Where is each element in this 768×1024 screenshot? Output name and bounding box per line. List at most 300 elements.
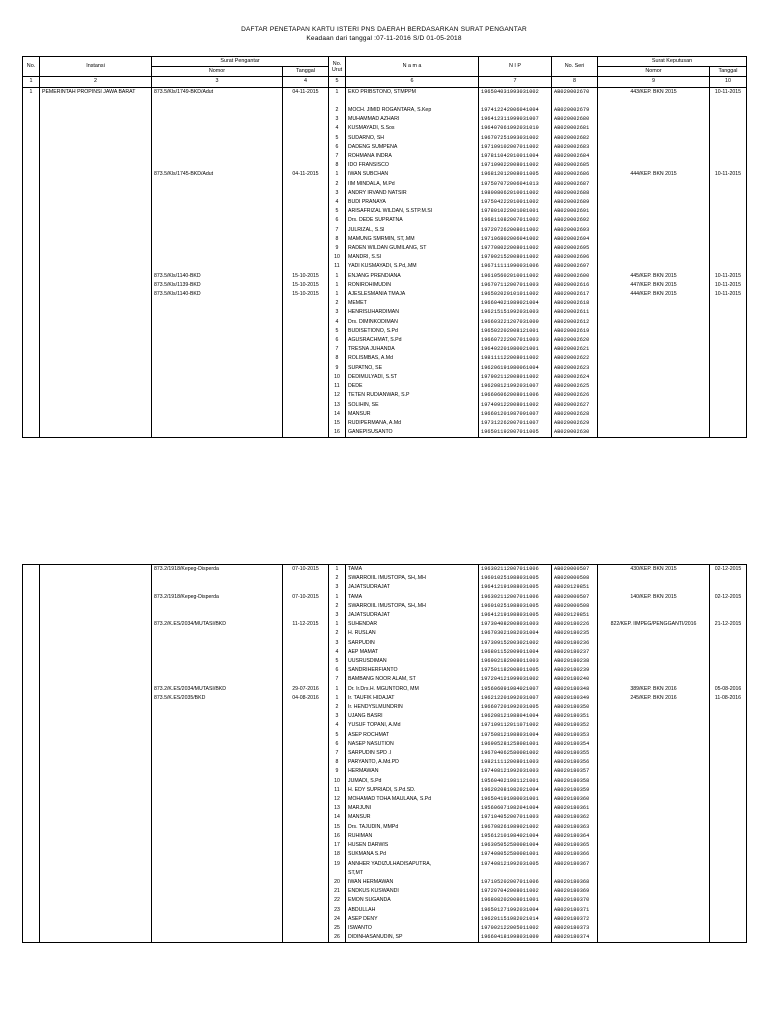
- cell-sk-nomor: [598, 767, 710, 776]
- cell-no: [23, 308, 40, 317]
- cell-nama: ENDKUS KUSWANDI: [346, 887, 479, 896]
- cell-sk-tanggal: 02-12-2015: [710, 565, 747, 575]
- table-row: [23, 382, 747, 391]
- cell-surat-tanggal: [283, 299, 329, 308]
- cell-no: [23, 694, 40, 703]
- cell-no-urut: 3: [329, 115, 346, 124]
- cell-no-seri: AB020180371: [552, 906, 598, 915]
- cell-sk-nomor: [598, 419, 710, 428]
- cell-sk-nomor: [598, 391, 710, 400]
- table-row: [23, 850, 747, 859]
- cell-surat-nomor: [152, 401, 283, 410]
- cell-surat-nomor: [152, 373, 283, 382]
- cell-nama: MOHAMAD TOHA MAULANA, S.Pd: [346, 795, 479, 804]
- cell-no-urut: [329, 869, 346, 878]
- cell-sk-tanggal: [710, 767, 747, 776]
- cell-sk-nomor: [598, 115, 710, 124]
- cell-instansi: [40, 675, 152, 684]
- cell-surat-nomor: [152, 786, 283, 795]
- table-row: [23, 290, 747, 299]
- cell-no-seri: AB020180367: [552, 860, 598, 869]
- cell-surat-tanggal: [283, 795, 329, 804]
- cell-sk-nomor: [598, 318, 710, 327]
- cell-nip: 196601201987091007: [479, 410, 552, 419]
- table-row: [23, 860, 747, 869]
- table-row: [23, 906, 747, 915]
- cell-nama: ASEP ROCHMAT: [346, 731, 479, 740]
- table-row: [23, 226, 747, 235]
- cell-no: [23, 924, 40, 933]
- cell-sk-nomor: [598, 336, 710, 345]
- cell-nip: 197104052007011003: [479, 813, 552, 822]
- cell-surat-tanggal: [283, 382, 329, 391]
- cell-sk-tanggal: [710, 226, 747, 235]
- continuation-table: [22, 564, 747, 943]
- cell-sk-tanggal: [710, 777, 747, 786]
- cell-no: [23, 318, 40, 327]
- cell-sk-tanggal: 10-11-2015: [710, 272, 747, 281]
- cell-nama: JAJATSUDRAJAT: [346, 583, 479, 592]
- cell-no-urut: 2: [329, 299, 346, 308]
- cell-surat-nomor: [152, 354, 283, 363]
- cell-no: [23, 823, 40, 832]
- cell-no-urut: 1: [329, 694, 346, 703]
- cell-sk-nomor: 430/KEP. BKN 2015: [598, 565, 710, 575]
- cell-sk-tanggal: [710, 216, 747, 225]
- cell-surat-nomor: [152, 299, 283, 308]
- cell-surat-tanggal: [283, 244, 329, 253]
- table-row: [23, 170, 747, 179]
- cell-no-seri: AB020002691: [552, 207, 598, 216]
- cell-surat-tanggal: [283, 878, 329, 887]
- cell-no: [23, 860, 40, 869]
- cell-sk-nomor: 444/KEP. BKN 2015: [598, 170, 710, 179]
- cell-no: [23, 216, 40, 225]
- cell-nip: 196302112007011006: [479, 593, 552, 602]
- cell-nama: ANDRY IRVAND NATSIR: [346, 189, 479, 198]
- cell-instansi: [40, 419, 152, 428]
- cell-no: [23, 226, 40, 235]
- cell-sk-nomor: [598, 804, 710, 813]
- table-row: [23, 253, 747, 262]
- cell-no-seri: AB020180351: [552, 712, 598, 721]
- cell-sk-tanggal: [710, 382, 747, 391]
- cell-nama: JUMADI, S.Pd: [346, 777, 479, 786]
- table-row: [23, 823, 747, 832]
- cell-surat-tanggal: 15-10-2015: [283, 290, 329, 299]
- cell-nama: HENRISUHARDIMAN: [346, 308, 479, 317]
- header-index: 4: [283, 77, 329, 87]
- cell-instansi: [40, 860, 152, 869]
- cell-surat-tanggal: [283, 207, 329, 216]
- cell-instansi: [40, 841, 152, 850]
- cell-sk-tanggal: [710, 373, 747, 382]
- cell-nip: 196808202008011001: [479, 896, 552, 905]
- cell-no-urut: 1: [329, 593, 346, 602]
- cell-sk-tanggal: [710, 731, 747, 740]
- cell-surat-nomor: [152, 841, 283, 850]
- cell-sk-nomor: [598, 795, 710, 804]
- cell-nip: 196711111990031006: [479, 262, 552, 271]
- cell-sk-nomor: [598, 299, 710, 308]
- cell-no-seri: AB020180372: [552, 915, 598, 924]
- cell-sk-nomor: [598, 124, 710, 133]
- cell-surat-tanggal: 04-08-2016: [283, 694, 329, 703]
- table-row: [23, 336, 747, 345]
- cell-no-urut: 25: [329, 924, 346, 933]
- cell-surat-tanggal: [283, 253, 329, 262]
- cell-sk-nomor: [598, 327, 710, 336]
- cell-sk-tanggal: [710, 860, 747, 869]
- cell-sk-nomor: [598, 106, 710, 115]
- header-nama: N a m a: [346, 57, 479, 77]
- cell-no-seri: AB020002692: [552, 216, 598, 225]
- cell-surat-nomor: 873.2/K.ES/2034/MUTASI/BKD: [152, 685, 283, 694]
- cell-sk-nomor: [598, 906, 710, 915]
- cell-surat-tanggal: [283, 777, 329, 786]
- cell-nama: Drs. TAJUDIN, MMPd: [346, 823, 479, 832]
- cell-surat-nomor: [152, 134, 283, 143]
- cell-no: [23, 703, 40, 712]
- table-row: [23, 327, 747, 336]
- cell-no-seri: AB020180353: [552, 731, 598, 740]
- cell-no-seri: AB020180356: [552, 758, 598, 767]
- cell-sk-tanggal: [710, 189, 747, 198]
- cell-surat-nomor: [152, 657, 283, 666]
- cell-no: [23, 244, 40, 253]
- table-row: [23, 639, 747, 648]
- cell-surat-nomor: [152, 115, 283, 124]
- table-row: [23, 924, 747, 933]
- cell-surat-nomor: 873.5/Kls/1745-BKD/Adut: [152, 170, 283, 179]
- cell-nama: DEDIMULYADI, S.ST: [346, 373, 479, 382]
- cell-no-urut: 5: [329, 134, 346, 143]
- cell-no: [23, 786, 40, 795]
- table-row: [23, 933, 747, 943]
- cell-no-seri: AB020180237: [552, 648, 598, 657]
- cell-no: [23, 620, 40, 629]
- cell-no-seri: AB020000508: [552, 574, 598, 583]
- cell-nama: H. EDY SUPRIADI, S.Pd.SD.: [346, 786, 479, 795]
- cell-surat-nomor: [152, 758, 283, 767]
- cell-surat-nomor: [152, 906, 283, 915]
- cell-surat-nomor: [152, 308, 283, 317]
- cell-sk-nomor: 444/KEP. BKN 2015: [598, 290, 710, 299]
- cell-nip: 195606071982041004: [479, 804, 552, 813]
- cell-nip: 196201151982021014: [479, 915, 552, 924]
- cell-instansi: [40, 639, 152, 648]
- cell-no-seri: AB020002627: [552, 401, 598, 410]
- cell-surat-nomor: [152, 850, 283, 859]
- cell-nama: TAMA: [346, 565, 479, 575]
- cell-surat-tanggal: [283, 666, 329, 675]
- cell-surat-tanggal: [283, 410, 329, 419]
- cell-sk-tanggal: [710, 666, 747, 675]
- table-row: [23, 758, 747, 767]
- cell-instansi: [40, 373, 152, 382]
- cell-nama: SWARROIIL IMUSTOPA, SH,.MH: [346, 574, 479, 583]
- cell-no-seri: AB020002629: [552, 419, 598, 428]
- cell-no-urut: 22: [329, 896, 346, 905]
- cell-no-seri: AB020180352: [552, 721, 598, 730]
- document-subtitle: Keadaan dari tanggal :07-11-2016 S/D 01-05-2018: [306, 35, 462, 42]
- cell-sk-nomor: [598, 161, 710, 170]
- cell-sk-tanggal: [710, 832, 747, 841]
- cell-no: [23, 611, 40, 620]
- cell-sk-tanggal: [710, 850, 747, 859]
- cell-instansi: [40, 410, 152, 419]
- cell-sk-nomor: [598, 657, 710, 666]
- cell-no-urut: 2: [329, 106, 346, 115]
- cell-surat-tanggal: 29-07-2016: [283, 685, 329, 694]
- cell-nip: 197309152003021002: [479, 639, 552, 648]
- cell-no: [23, 198, 40, 207]
- cell-surat-tanggal: [283, 401, 329, 410]
- cell-instansi: [40, 823, 152, 832]
- cell-instansi: [40, 235, 152, 244]
- cell-no-urut: 11: [329, 382, 346, 391]
- cell-no-urut: 15: [329, 419, 346, 428]
- cell-no-seri: AB020002686: [552, 170, 598, 179]
- main-table: [22, 56, 747, 438]
- cell-no: [23, 253, 40, 262]
- table-row: [23, 235, 747, 244]
- header-index: 1: [23, 77, 40, 87]
- cell-surat-tanggal: [283, 813, 329, 822]
- cell-nip: 196407061992031010: [479, 124, 552, 133]
- cell-no-seri: AB020002696: [552, 253, 598, 262]
- cell-no-seri: AB020000507: [552, 565, 598, 575]
- cell-nama: HERMAWAN: [346, 767, 479, 776]
- cell-no-seri: AB020002628: [552, 410, 598, 419]
- cell-no-urut: 5: [329, 731, 346, 740]
- cell-nama: DEDE: [346, 382, 479, 391]
- cell-sk-nomor: [598, 703, 710, 712]
- header-no: No.: [23, 57, 40, 77]
- cell-no-seri: AB020180362: [552, 813, 598, 822]
- cell-no: [23, 354, 40, 363]
- cell-no-urut: 2: [329, 602, 346, 611]
- cell-no: [23, 574, 40, 583]
- cell-no: [23, 290, 40, 299]
- cell-no-seri: AB020002612: [552, 318, 598, 327]
- cell-sk-tanggal: [710, 318, 747, 327]
- cell-surat-nomor: [152, 262, 283, 271]
- cell-nip: 197507072006041013: [479, 180, 552, 189]
- cell-nip: 196812012008011005: [479, 170, 552, 179]
- cell-nama: MOCH. JIMID ROGANTARA, S.Kep: [346, 106, 479, 115]
- cell-no-urut: 10: [329, 253, 346, 262]
- cell-no: [23, 740, 40, 749]
- cell-surat-tanggal: [283, 189, 329, 198]
- cell-nama: ANNHER YADIZULHADISAPUTRA,: [346, 860, 479, 869]
- cell-nip: 197408121992031005: [479, 860, 552, 869]
- cell-instansi: [40, 290, 152, 299]
- cell-surat-nomor: [152, 189, 283, 198]
- table-row: [23, 391, 747, 400]
- cell-no-urut: 7: [329, 152, 346, 161]
- cell-no-seri: AB020002693: [552, 226, 598, 235]
- cell-surat-nomor: [152, 832, 283, 841]
- cell-sk-tanggal: [710, 354, 747, 363]
- cell-sk-nomor: [598, 639, 710, 648]
- cell-nama: SANDRIHERFIANTO: [346, 666, 479, 675]
- cell-no-seri: AB020000508: [552, 602, 598, 611]
- cell-no-seri: AB020180236: [552, 639, 598, 648]
- cell-nip: 196412311999031007: [479, 115, 552, 124]
- cell-surat-tanggal: [283, 574, 329, 583]
- cell-nama: ST,MT: [346, 869, 479, 878]
- cell-nip: 197708022008011002: [479, 244, 552, 253]
- cell-sk-nomor: [598, 180, 710, 189]
- cell-instansi: [40, 869, 152, 878]
- cell-surat-nomor: [152, 106, 283, 115]
- cell-sk-tanggal: [710, 364, 747, 373]
- cell-no: [23, 364, 40, 373]
- header-sk-tanggal: Tanggal: [710, 67, 747, 77]
- cell-surat-nomor: 873.5/Kls/1749-BKD/Adut: [152, 87, 283, 97]
- cell-surat-tanggal: [283, 804, 329, 813]
- cell-surat-nomor: [152, 896, 283, 905]
- cell-nip: 197408052580081001: [479, 850, 552, 859]
- cell-nama: SWARROIIL IMUSTOPA, SH,.MH: [346, 602, 479, 611]
- cell-nama: SUDARNO, SH: [346, 134, 479, 143]
- table-row: [23, 364, 747, 373]
- cell-surat-nomor: [152, 767, 283, 776]
- cell-no: [23, 207, 40, 216]
- cell-sk-nomor: [598, 143, 710, 152]
- cell-no-urut: 6: [329, 143, 346, 152]
- cell-no-urut: 3: [329, 189, 346, 198]
- cell-no-seri: AB020002695: [552, 244, 598, 253]
- cell-sk-nomor: [598, 428, 710, 438]
- cell-sk-tanggal: 02-12-2015: [710, 593, 747, 602]
- cell-nip: 196902182008011003: [479, 657, 552, 666]
- cell-nip: 196206191980061004: [479, 364, 552, 373]
- cell-sk-tanggal: 10-11-2015: [710, 281, 747, 290]
- cell-no: [23, 767, 40, 776]
- cell-no-urut: 4: [329, 721, 346, 730]
- cell-surat-tanggal: [283, 749, 329, 758]
- cell-nip: [479, 869, 552, 878]
- header-nomor: Nomor: [152, 67, 283, 77]
- cell-instansi: PEMERINTAH PROPINSI JAWA BARAT: [40, 87, 152, 97]
- cell-no: [23, 565, 40, 575]
- table-row: [23, 593, 747, 602]
- cell-nip: 197204121999031002: [479, 675, 552, 684]
- cell-no-urut: 9: [329, 244, 346, 253]
- cell-nama: Ir. HENDYSLMUNDRIN: [346, 703, 479, 712]
- cell-nama: GANEPISUSANTO: [346, 428, 479, 438]
- cell-no-urut: 17: [329, 841, 346, 850]
- cell-surat-tanggal: [283, 198, 329, 207]
- cell-sk-tanggal: [710, 198, 747, 207]
- cell-sk-nomor: [598, 382, 710, 391]
- cell-nama: SUPATNO, SE: [346, 364, 479, 373]
- cell-sk-tanggal: [710, 97, 747, 106]
- cell-surat-tanggal: [283, 235, 329, 244]
- cell-no-urut: 9: [329, 767, 346, 776]
- cell-sk-tanggal: [710, 915, 747, 924]
- cell-surat-nomor: [152, 244, 283, 253]
- cell-no: [23, 143, 40, 152]
- table-row: [23, 401, 747, 410]
- table-row: [23, 106, 747, 115]
- cell-nip: 197811042010011004: [479, 152, 552, 161]
- cell-no-seri: AB020002682: [552, 134, 598, 143]
- cell-no-urut: 3: [329, 611, 346, 620]
- cell-sk-nomor: 447/KEP. BKN 2015: [598, 281, 710, 290]
- cell-instansi: [40, 207, 152, 216]
- cell-sk-nomor: [598, 134, 710, 143]
- cell-surat-tanggal: [283, 373, 329, 382]
- cell-surat-tanggal: [283, 124, 329, 133]
- cell-instansi: [40, 115, 152, 124]
- cell-nama: BAMBANG NOOR ALAM, ST: [346, 675, 479, 684]
- cell-surat-tanggal: [283, 675, 329, 684]
- cell-no-seri: AB020180366: [552, 850, 598, 859]
- cell-no: [23, 869, 40, 878]
- cell-surat-tanggal: [283, 841, 329, 850]
- cell-sk-nomor: 389/KEP. BKN 2016: [598, 685, 710, 694]
- cell-sk-tanggal: [710, 813, 747, 822]
- cell-nip: 196504031993031002: [479, 87, 552, 97]
- cell-no: [23, 721, 40, 730]
- cell-instansi: [40, 740, 152, 749]
- cell-no: [23, 731, 40, 740]
- cell-nama: SUKMANA S.Pd: [346, 850, 479, 859]
- cell-no-urut: 3: [329, 639, 346, 648]
- cell-no-seri: AB020180240: [552, 675, 598, 684]
- cell-nama: Drs. DEDE SUPRATNA: [346, 216, 479, 225]
- cell-surat-nomor: [152, 253, 283, 262]
- cell-instansi: [40, 795, 152, 804]
- cell-no-urut: 3: [329, 712, 346, 721]
- cell-sk-nomor: [598, 869, 710, 878]
- table-row: [23, 777, 747, 786]
- cell-sk-tanggal: [710, 657, 747, 666]
- cell-nip: 196010251988031005: [479, 574, 552, 583]
- table-row: [23, 152, 747, 161]
- cell-nip: 196208121988041004: [479, 712, 552, 721]
- header-index: 10: [710, 77, 747, 87]
- table-row: [23, 804, 747, 813]
- cell-instansi: [40, 629, 152, 638]
- cell-sk-nomor: [598, 850, 710, 859]
- cell-no-seri: AB020180364: [552, 832, 598, 841]
- cell-sk-nomor: [598, 823, 710, 832]
- header-index: 5: [329, 77, 346, 87]
- cell-no-urut: 6: [329, 666, 346, 675]
- cell-nip: 197207042008011002: [479, 887, 552, 896]
- cell-nama: ASEP DENY: [346, 915, 479, 924]
- table-row: [23, 749, 747, 758]
- cell-instansi: [40, 327, 152, 336]
- cell-nama: MUHAMMAD AZHARI: [346, 115, 479, 124]
- cell-surat-nomor: [152, 391, 283, 400]
- cell-nip: 196801152009011004: [479, 648, 552, 657]
- cell-sk-tanggal: [710, 906, 747, 915]
- cell-no: [23, 281, 40, 290]
- cell-no-urut: 1: [329, 685, 346, 694]
- table-row: [23, 795, 747, 804]
- cell-no-seri: AB020180374: [552, 933, 598, 943]
- cell-no-seri: [552, 869, 598, 878]
- cell-no: [23, 758, 40, 767]
- cell-no-urut: 5: [329, 207, 346, 216]
- cell-sk-nomor: [598, 611, 710, 620]
- cell-surat-tanggal: [283, 639, 329, 648]
